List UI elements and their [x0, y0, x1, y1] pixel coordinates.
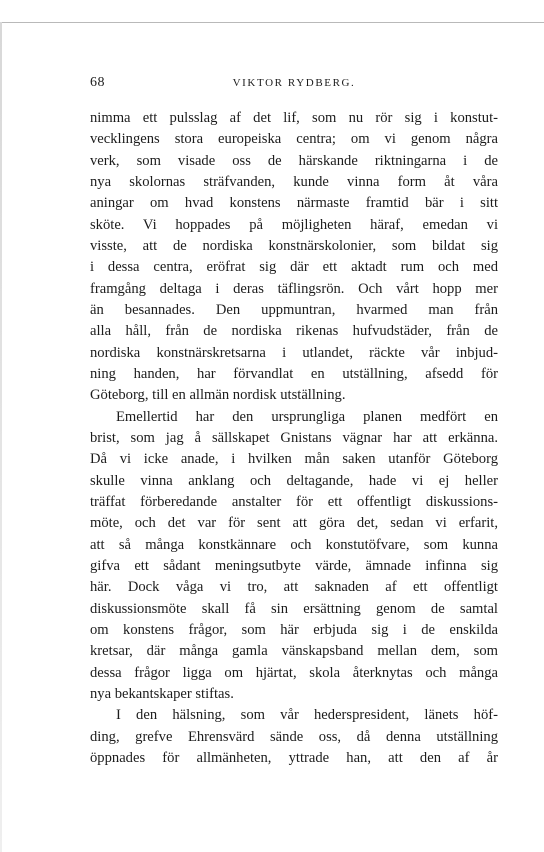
text-line: skulle vinna anklang och deltagande, hade vi ej heller	[90, 472, 498, 489]
text-line: visste, att de nordiska konstnärskolonier, som bildat sig	[90, 237, 498, 254]
text-line: nya skolornas sträfvanden, kunde vinna form åt våra	[90, 173, 498, 190]
running-head: VIKTOR RYDBERG.	[232, 77, 356, 89]
page-number: 68	[90, 75, 105, 90]
page-left-edge	[0, 22, 2, 852]
text-line: Göteborg, till en allmän nordisk utställning.	[90, 387, 346, 404]
text-line: träffat förberedande anstalter för ett offentligt diskussions-	[90, 493, 498, 510]
text-line: än besannades. Den uppmuntran, hvarmed man från	[90, 301, 498, 318]
text-line: I den hälsning, som vår hederspresident, länets höf-	[116, 707, 498, 724]
paragraph-3	[90, 705, 498, 769]
body-text	[90, 108, 498, 769]
text-line: i dessa centra, eröfrat sig där ett aktadt rum och med	[90, 259, 498, 276]
text-line: verk, som visade oss de härskande riktningarna i de	[90, 152, 498, 169]
text-line: öppnades för allmänheten, yttrade han, att den af år	[90, 749, 498, 766]
text-line: diskussionsmöte skall få sin ersättning genom de samtal	[90, 600, 498, 617]
text-line: nordiska konstnärskretsarna i utlandet, räckte vår inbjud-	[90, 344, 498, 361]
text-line: ning handen, har förvandlat en utställning, afsedd för	[90, 365, 498, 382]
text-line: dessa frågor ligga om hjärtat, skola återknytas och många	[90, 664, 498, 681]
text-line: kretsar, där många gamla vänskapsband mellan dem, som	[90, 643, 498, 660]
text-line: gifva ett sådant meningsutbyte värde, ämnade infinna sig	[90, 557, 498, 574]
text-line: Emellertid har den ursprungliga planen medfört en	[116, 408, 498, 425]
text-line: nya bekantskaper stiftas.	[90, 685, 234, 702]
text-line: möte, och det var för sent att göra det, sedan vi erfarit,	[90, 515, 498, 532]
text-line: sköte. Vi hoppades på möjligheten häraf, emedan vi	[90, 216, 498, 233]
text-line: aningar om hvad konstens närmaste framtid bär i sitt	[90, 195, 498, 212]
page-top-rule	[0, 22, 544, 23]
text-line: om konstens frågor, som här erbjuda sig i de enskilda	[90, 621, 498, 638]
text-line: alla håll, från de nordiska rikenas hufvudstäder, från de	[90, 323, 498, 340]
text-line: Då vi icke anade, i hvilken mån saken utanför Göteborg	[90, 451, 498, 468]
paragraph-2	[90, 407, 498, 706]
paragraph-1	[90, 108, 498, 407]
text-line: vecklingens stora europeiska centra; om vi genom några	[90, 131, 498, 148]
text-line: nimma ett pulsslag af det lif, som nu rör sig i konstut-	[90, 110, 498, 126]
page-header	[90, 75, 498, 95]
text-line: brist, som jag å sällskapet Gnistans vägnar har att erkänna.	[90, 429, 498, 446]
text-line: här. Dock våga vi tro, att saknaden af ett offentligt	[90, 579, 498, 596]
text-line: framgång deltaga i deras täflingsrön. Och vårt hopp mer	[90, 280, 498, 297]
text-line: ding, grefve Ehrensvärd sände oss, då denna utställning	[90, 728, 498, 745]
text-line: att så många konstkännare och konstutöfvare, som kunna	[90, 536, 498, 553]
